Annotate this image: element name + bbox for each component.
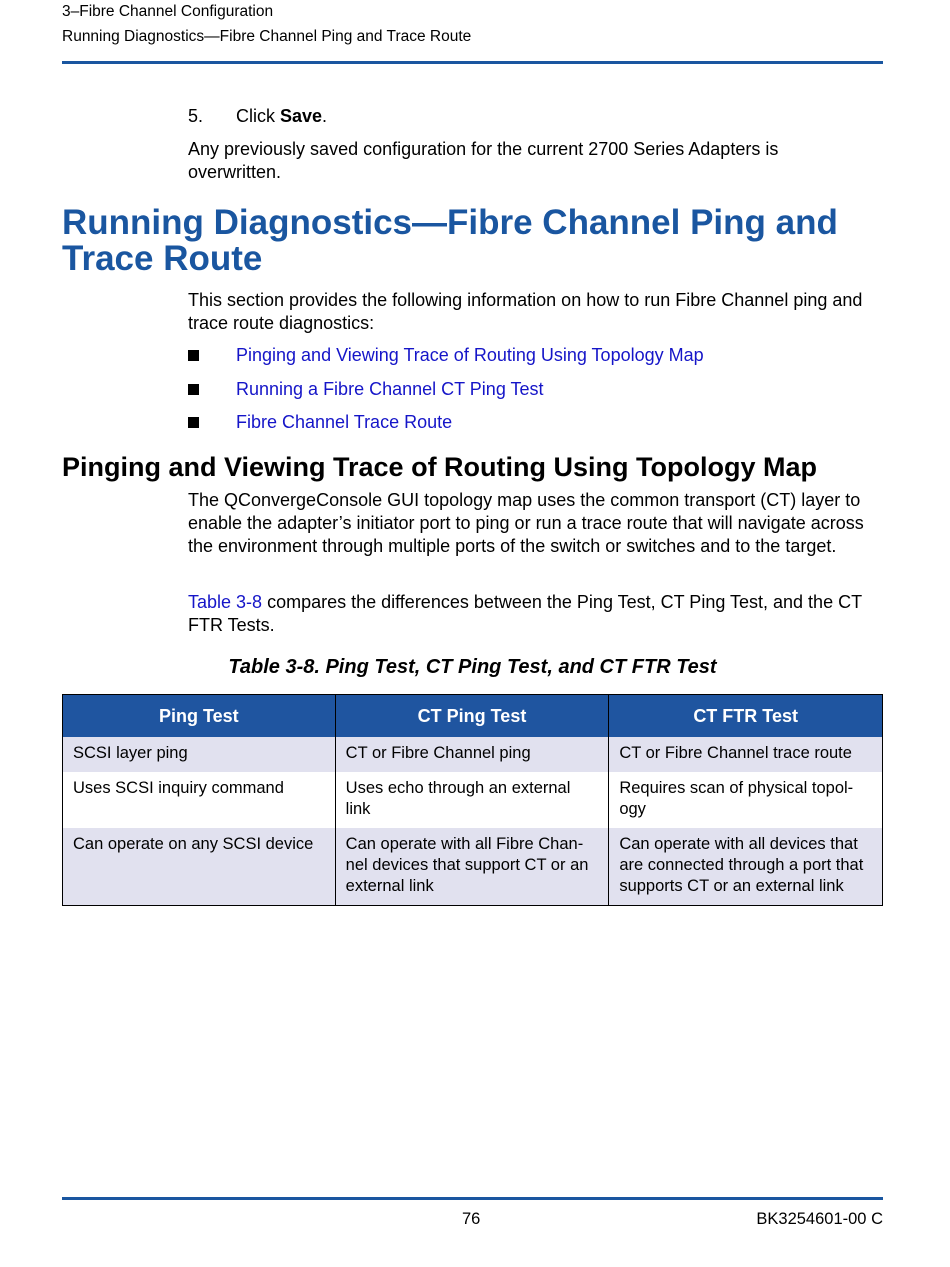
table-cell: CT or Fibre Channel ping <box>335 737 609 772</box>
running-header-chapter: 3–Fibre Channel Configuration <box>62 3 274 20</box>
table-cell: Can operate on any SCSI device <box>63 828 336 906</box>
compare-text: compares the differences between the Ping Test, CT Ping Test, and the CT FTR Tests. <box>188 592 862 635</box>
bullet-square-icon <box>188 350 199 361</box>
link-ct-ping-test[interactable]: Running a Fibre Channel CT Ping Test <box>236 378 544 399</box>
step-suffix: . <box>322 106 328 126</box>
bullet-square-icon <box>188 384 199 395</box>
column-header-ct-ping-test: CT Ping Test <box>335 695 609 738</box>
header-rule <box>62 61 883 64</box>
document-id: BK3254601-00 C <box>756 1210 883 1228</box>
table-caption: Table 3-8. Ping Test, CT Ping Test, and CT FTR Test <box>228 656 717 678</box>
page-number: 76 <box>462 1210 481 1228</box>
section-intro: This section provides the following information on how to run Fibre Channel ping and trace route diagnostics: <box>188 290 863 333</box>
running-header-section: Running Diagnostics—Fibre Channel Ping and Trace Route <box>62 28 472 45</box>
table-cell: SCSI layer ping <box>63 737 336 772</box>
table-cell: Can operate with all Fibre Chan-nel devices that support CT or an external link <box>335 828 609 906</box>
step-bold-term: Save <box>280 106 323 126</box>
step-5 <box>188 105 327 128</box>
compare-paragraph <box>188 591 886 637</box>
list-item <box>188 344 704 378</box>
table-row <box>63 737 883 772</box>
link-table-3-8[interactable]: Table 3-8 <box>188 592 263 612</box>
step-prefix: Click <box>236 106 280 126</box>
list-item <box>188 378 704 412</box>
table-cell: CT or Fibre Channel trace route <box>609 737 883 772</box>
list-item <box>188 411 704 445</box>
table-cell: Can operate with all devices that are connected through a port that supports CT or an external link <box>609 828 883 906</box>
step-number: 5. <box>188 106 204 126</box>
bullet-square-icon <box>188 417 199 428</box>
section-title: Running Diagnostics—Fibre Channel Ping and Trace Route <box>62 203 838 278</box>
table-row <box>63 828 883 906</box>
footer-rule <box>62 1197 883 1200</box>
subsection-paragraph: The QConvergeConsole GUI topology map uses the common transport (CT) layer to enable the adapter’s initiator port to ping or run a trace route that will navigate across the environment through multiple ports of the switch or switches and to the target. <box>188 490 864 556</box>
link-topology-map[interactable]: Pinging and Viewing Trace of Routing Using Topology Map <box>236 345 704 365</box>
table-row <box>63 772 883 828</box>
table-cell: Uses echo through an external link <box>335 772 609 828</box>
link-list <box>188 344 704 445</box>
step-note: Any previously saved configuration for the current 2700 Series Adapters is overwritten. <box>188 139 779 182</box>
link-trace-route[interactable]: Fibre Channel Trace Route <box>236 412 453 432</box>
table-cell: Requires scan of physical topol-ogy <box>609 772 883 828</box>
column-header-ct-ftr-test: CT FTR Test <box>609 695 883 738</box>
subsection-title: Pinging and Viewing Trace of Routing Using Topology Map <box>62 452 817 482</box>
table-cell: Uses SCSI inquiry command <box>63 772 336 828</box>
column-header-ping-test: Ping Test <box>63 695 336 738</box>
comparison-table <box>62 694 883 906</box>
table-header-row <box>63 695 883 738</box>
